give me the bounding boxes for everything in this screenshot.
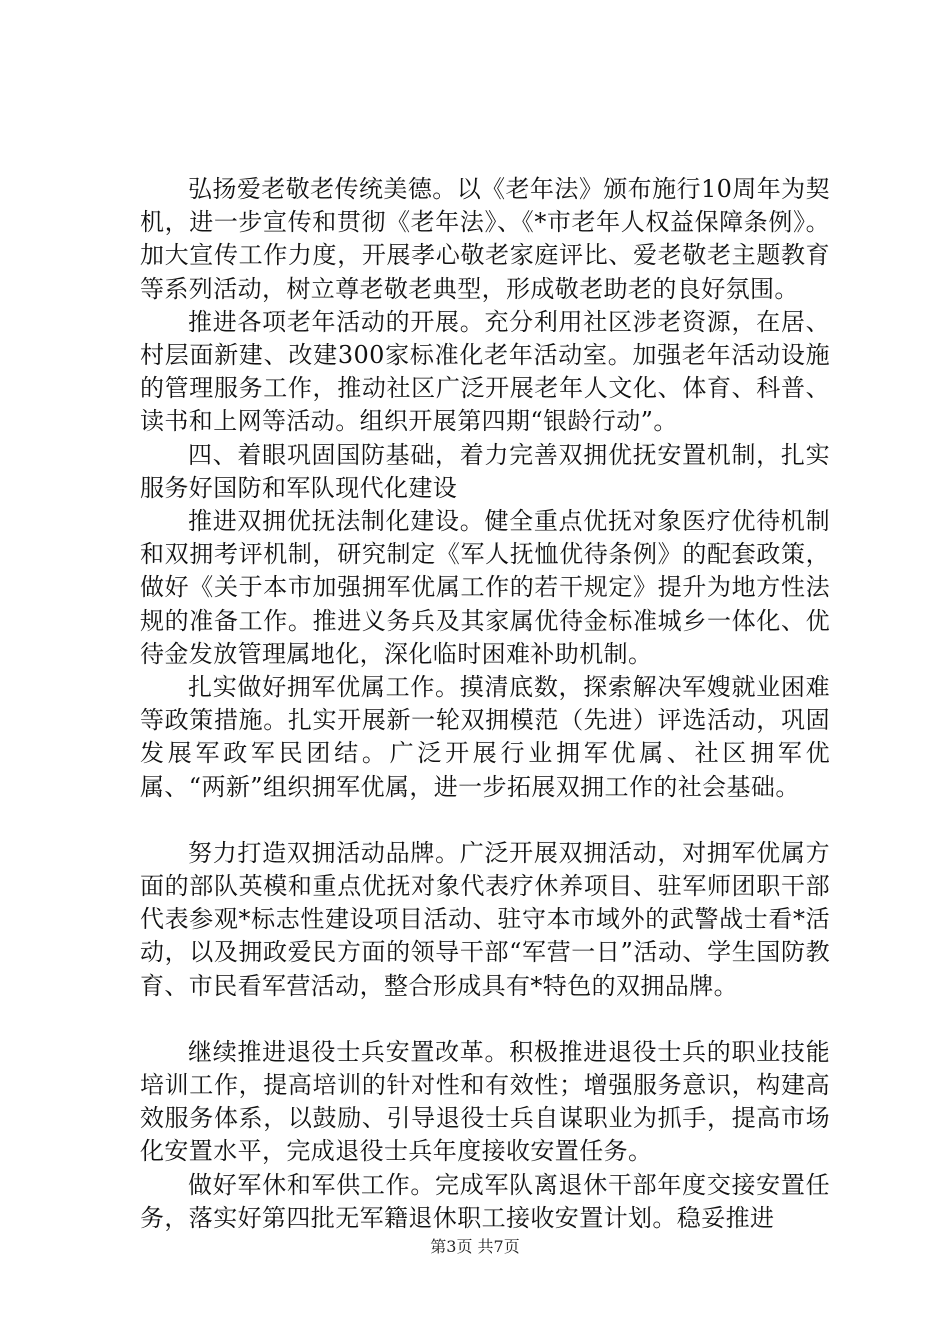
paragraph-support-military-families: 扎实做好拥军优属工作。摸清底数，探索解决军嫂就业困难等政策措施。扎实开展新一轮双拥模范（先进）评选活动，巩固发展军政军民团结。广泛开展行业拥军优属、社区拥军优属、“两新”组织拥军优属，进一步拓展双拥工作的社会基础。	[140, 673, 830, 801]
paragraph-elderly-activities: 推进各项老年活动的开展。充分利用社区涉老资源，在居、村层面新建、改建300家标准化老年活动室。加强老年活动设施的管理服务工作，推动社区广泛开展老年人文化、体育、科普、读书和上网等活动。组织开展第四期“银龄行动”。	[140, 307, 830, 436]
paragraph-gap	[140, 1003, 830, 1036]
paragraph-legal-construction: 推进双拥优抚法制化建设。健全重点优抚对象医疗优待机制和双拥考评机制，研究制定《军人抚恤优待条例》的配套政策，做好《关于本市加强拥军优属工作的若干规定》提升为地方性法规的准备工作。推进义务兵及其家属优待金标准城乡一体化、优待金发放管理属地化，深化临时困难补助机制。	[140, 507, 830, 668]
paragraph-gap	[140, 804, 830, 837]
page-footer: 第3页 共7页	[430, 1237, 520, 1256]
paragraph-elderly-virtues: 弘扬爱老敬老传统美德。以《老年法》颁布施行10周年为契机，进一步宣传和贯彻《老年法》、《*市老年人权益保障条例》。加大宣传工作力度，开展孝心敬老家庭评比、爱老敬老主题教育等系列活动，树立尊老敬老典型，形成敬老助老的良好氛围。	[140, 175, 830, 303]
paragraph-brand-building: 努力打造双拥活动品牌。广泛开展双拥活动，对拥军优属方面的部队英模和重点优抚对象代表疗休养项目、驻军师团职干部代表参观*标志性建设项目活动、驻守本市域外的武警战士看*活动，以及拥政爱民方面的领导干部“军营一日”活动、学生国防教育、市民看军营活动，整合形成具有*特色的双拥品牌。	[140, 838, 830, 1000]
document-body	[140, 173, 830, 1235]
paragraph-military-retirement: 做好军休和军供工作。完成军队离退休干部年度交接安置任务，落实好第四批无军籍退休职工接收安置计划。稳妥推进	[140, 1170, 830, 1232]
section-heading-national-defense: 四、着眼巩固国防基础，着力完善双拥优抚安置机制，扎实服务好国防和军队现代化建设	[140, 440, 830, 502]
paragraph-veteran-placement: 继续推进退役士兵安置改革。积极推进退役士兵的职业技能培训工作，提高培训的针对性和有效性；增强服务意识，构建高效服务体系，以鼓励、引导退役士兵自谋职业为抓手，提高市场化安置水平，完成退役士兵年度接收安置任务。	[140, 1037, 830, 1166]
